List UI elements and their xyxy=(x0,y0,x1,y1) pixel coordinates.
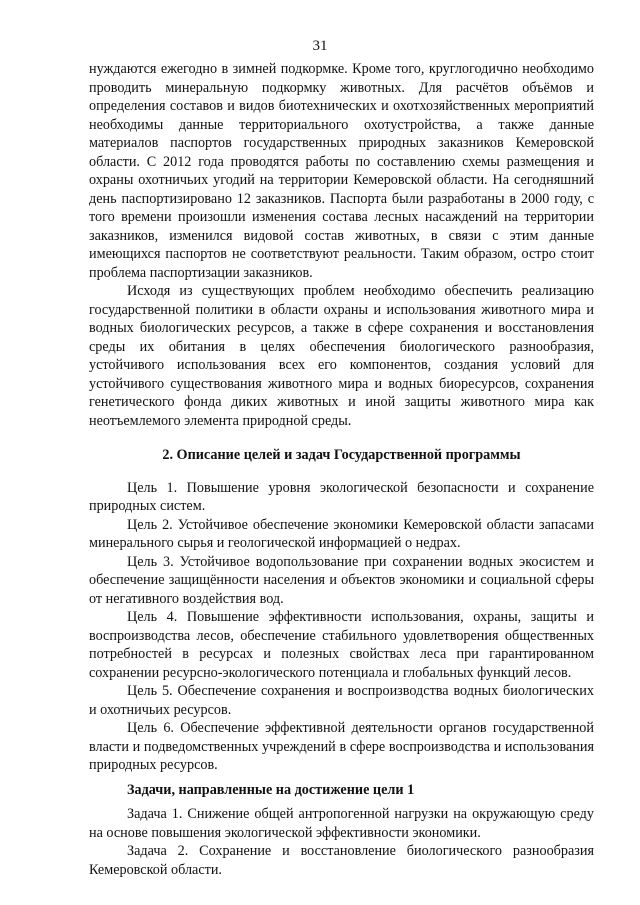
section-heading: 2. Описание целей и задач Государственной программы xyxy=(162,447,521,463)
tasks-heading: Задачи, направленные на достижение цели 1 xyxy=(127,781,415,798)
document-body xyxy=(89,60,594,879)
page-number: 31 xyxy=(312,38,328,54)
goal-6: Цель 6. Обеспечение эффективной деятельности органов государственной власти и подведомственных учреждений в сфере воспроизводства и использования природных ресурсов. xyxy=(89,720,594,773)
paragraph-intro-1: нуждаются ежегодно в зимней подкормке. Кроме того, круглогодично необходимо проводить минеральную подкормку животных. Для расчётов объёмов и определения составов и видов биотехнических и охотхозяйственных мероприятий необходимы данные территориального охотустройства, а также данные материалов паспортов государственных природных заказников Кемеровской области. С 2012 года проводятся работы по составлению схемы размещения и охраны охотничьих угодий на территории Кемеровской области. На сегодняшний день паспортизировано 12 заказников. Паспорта были разработаны в 2000 году, с того времени произошли изменения состава лесных насаждений на территории заказников, изменился видовой состав животных, в связи с этим данные имеющихся паспортов не соответствуют реальности. Таким образом, остро стоит проблема паспортизации заказников. xyxy=(89,61,594,281)
goal-5: Цель 5. Обеспечение сохранения и воспроизводства водных биологических и охотничьих ресурсов. xyxy=(89,683,594,718)
goal-2: Цель 2. Устойчивое обеспечение экономики Кемеровской области запасами минерального сырья и геологической информацией о недрах. xyxy=(89,516,594,551)
paragraph-intro-2: Исходя из существующих проблем необходимо обеспечить реализацию государственной политики в области охраны и использования животного мира и водных биологических ресурсов, а также в сфере сохранения и восстановления среды их обитания в целях обеспечения биологического разнообразия, устойчивого использования всех его компонентов, создания условий для устойчивого существования животного мира и водных биоресурсов, сохранения генетического фонда диких животных и иной защиты животного мира как неотъемлемого элемента природной среды. xyxy=(89,283,594,429)
task-2: Задача 2. Сохранение и восстановление биологического разнообразия Кемеровской области. xyxy=(89,843,594,878)
goal-3: Цель 3. Устойчивое водопользование при сохранении водных экосистем и обеспечение защищённости населения и объектов экономики и социальной сферы от негативного воздействия вод. xyxy=(89,553,594,607)
task-1: Задача 1. Снижение общей антропогенной нагрузки на окружающую среду на основе повышения экологической эффективности экономики. xyxy=(89,806,594,841)
goal-1: Цель 1. Повышение уровня экологической безопасности и сохранение природных систем. xyxy=(89,479,594,514)
goal-4: Цель 4. Повышение эффективности использования, охраны, защиты и воспроизводства лесов, обеспечение стабильного удовлетворения общественных потребностей в ресурсах и полезных свойствах леса при гарантированном сохранении ресурсно-экологического потенциала и глобальных функций лесов. xyxy=(89,609,594,681)
